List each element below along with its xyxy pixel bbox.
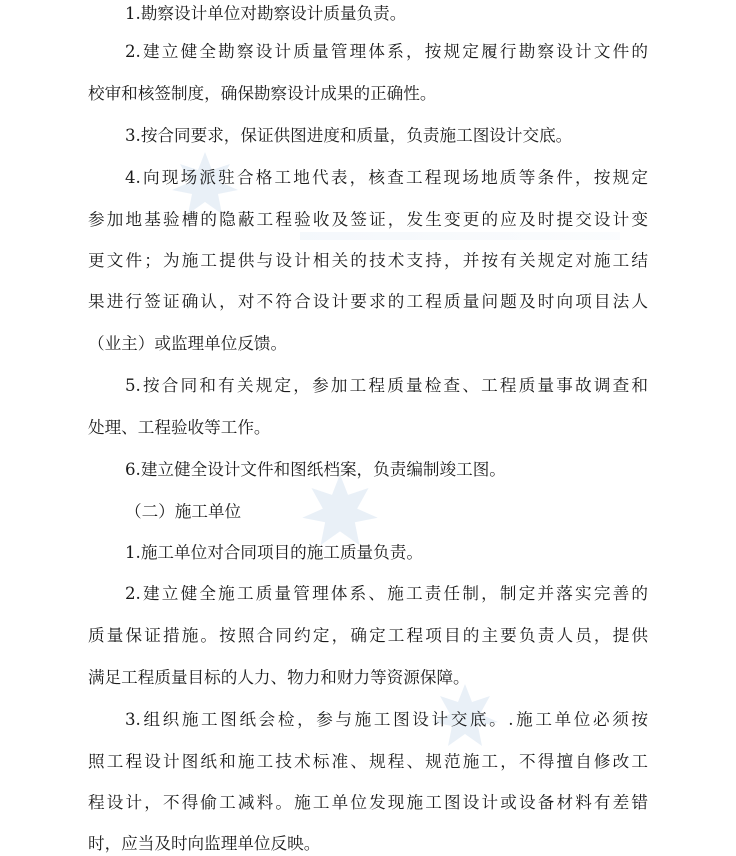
text-line: 4.向现场派驻合格工地代表，核查工程现场地质等条件，按规定 [125,168,648,187]
text-line: 处理、工程验收等工作。 [88,418,271,437]
text-line: 时，应当及时向监理单位反映。 [88,834,321,853]
text-line: （业主）或监理单位反馈。 [88,334,288,353]
text-line: 1.勘察设计单位对勘察设计质量负责。 [125,4,407,23]
text-line: 满足工程质量目标的人力、物力和财力等资源保障。 [88,668,470,687]
text-line: 5.按合同和有关规定，参加工程质量检查、工程质量事故调查和 [125,376,648,395]
text-line: 2.建立健全勘察设计质量管理体系，按规定履行勘察设计文件的 [125,42,648,61]
text-line: （二）施工单位 [125,502,242,521]
text-line: 参加地基验槽的隐蔽工程验收及签证，发生变更的应及时提交设计变 [88,210,648,229]
text-line: 果进行签证确认，对不符合设计要求的工程质量问题及时向项目法人 [88,292,648,311]
text-line: 校审和核签制度，确保勘察设计成果的正确性。 [88,84,437,103]
text-line: 质量保证措施。按照合同约定，确定工程项目的主要负责人员，提供 [88,626,648,645]
text-line: 更文件；为施工提供与设计相关的技术支持，并按有关规定对施工结 [88,251,648,270]
watermark-text-strip [300,232,620,240]
text-line: 6.建立健全设计文件和图纸档案，负责编制竣工图。 [125,460,506,479]
text-line: 3.按合同要求，保证供图进度和质量，负责施工图设计交底。 [125,126,573,145]
text-line: 2.建立健全施工质量管理体系、施工责任制，制定并落实完善的 [125,584,648,603]
text-line: 1.施工单位对合同项目的施工质量负责。 [125,543,423,562]
text-line: 3.组织施工图纸会检，参与施工图设计交底。.施工单位必须按 [125,710,648,729]
text-line: 程设计，不得偷工减料。施工单位发现施工图设计或设备材料有差错 [88,793,648,812]
text-line: 照工程设计图纸和施工技术标准、规程、规范施工，不得擅自修改工 [88,752,648,771]
